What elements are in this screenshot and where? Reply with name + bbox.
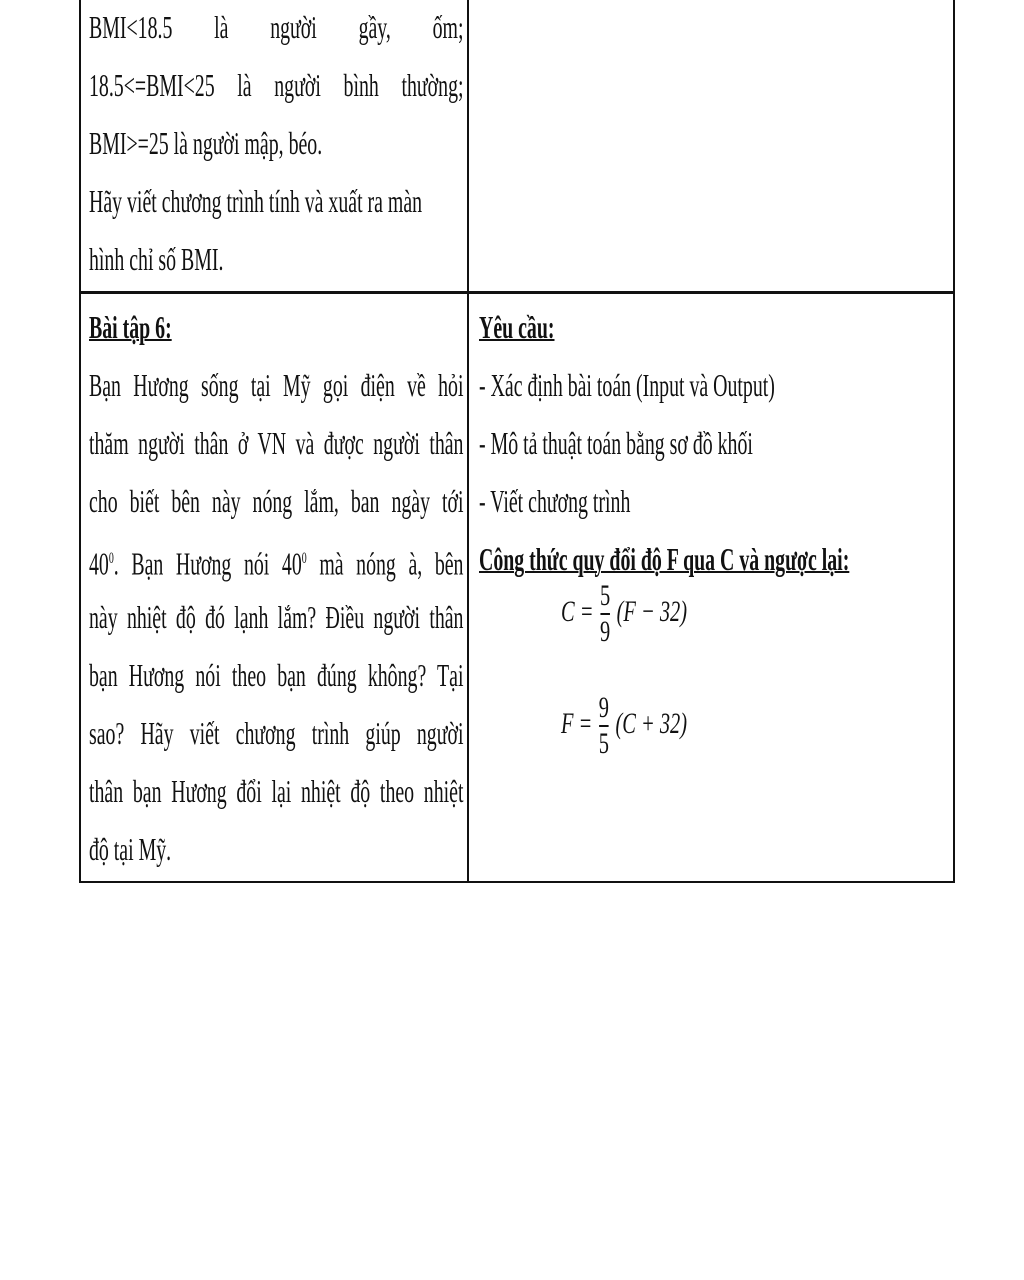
row-divider — [81, 291, 953, 294]
fraction-denominator: 5 — [598, 727, 609, 760]
exercise-table — [79, 0, 955, 883]
bmi-line-4: Hãy viết chương trình tính và xuất ra màn — [89, 183, 423, 219]
exercise-6-heading: Bài tập 6: — [89, 309, 172, 345]
bmi-line-5: hình chỉ số BMI. — [89, 241, 224, 277]
fraction-numerator: 9 — [598, 691, 609, 724]
requirements-heading: Yêu cầu: — [479, 309, 555, 345]
bmi-line-2: 18.5<=BMI<25 là người bình thường; — [89, 67, 464, 103]
formula-c-lhs: C = — [561, 594, 594, 628]
exercise-line: này nhiệt độ đó lạnh lắm? Điều người thân — [89, 599, 464, 635]
exercise-line-temperature: $40^0$. Bạn Hương nói $40^0$ mà nóng à, bên — [89, 545, 464, 582]
requirement-item: - Viết chương trình — [479, 483, 631, 519]
exercise-line: cho biết bên này nóng lắm, ban ngày tới — [89, 483, 464, 519]
formula-f-rhs: (C + 32) — [615, 706, 688, 740]
requirement-item: - Mô tả thuật toán bằng sơ đồ khối — [479, 425, 753, 461]
bmi-description — [89, 0, 463, 288]
bmi-line-1: BMI<18.5 là người gầy, ốm; — [89, 9, 464, 45]
exercise-6-text — [89, 298, 463, 878]
fraction-numerator: 5 — [599, 579, 611, 612]
exercise-line: độ tại Mỹ. — [89, 831, 172, 867]
bmi-line-3: BMI>=25 là người mập, béo. — [89, 125, 323, 161]
fraction — [599, 692, 609, 760]
formula-fahrenheit — [561, 692, 687, 760]
fraction — [600, 580, 610, 648]
formula-c-rhs: (F − 32) — [616, 594, 688, 628]
exercise-line: Bạn Hương sống tại Mỹ gọi điện về hỏi — [89, 367, 464, 403]
requirements-text — [479, 298, 849, 588]
fraction-denominator: 9 — [599, 615, 611, 648]
requirement-item: - Xác định bài toán (Input và Output) — [479, 367, 775, 403]
formula-heading: Công thức quy đổi độ F qua C và ngược lại: — [479, 541, 850, 577]
column-divider — [467, 0, 469, 881]
formula-f-lhs: F = — [561, 706, 593, 740]
exercise-line: thân bạn Hương đổi lại nhiệt độ theo nhiệt — [89, 773, 464, 809]
formula-celsius — [561, 580, 687, 648]
exercise-line: bạn Hương nói theo bạn đúng không? Tại — [89, 657, 464, 693]
exercise-line: sao? Hãy viết chương trình giúp người — [89, 715, 464, 751]
exercise-line: thăm người thân ở VN và được người thân — [89, 425, 464, 461]
